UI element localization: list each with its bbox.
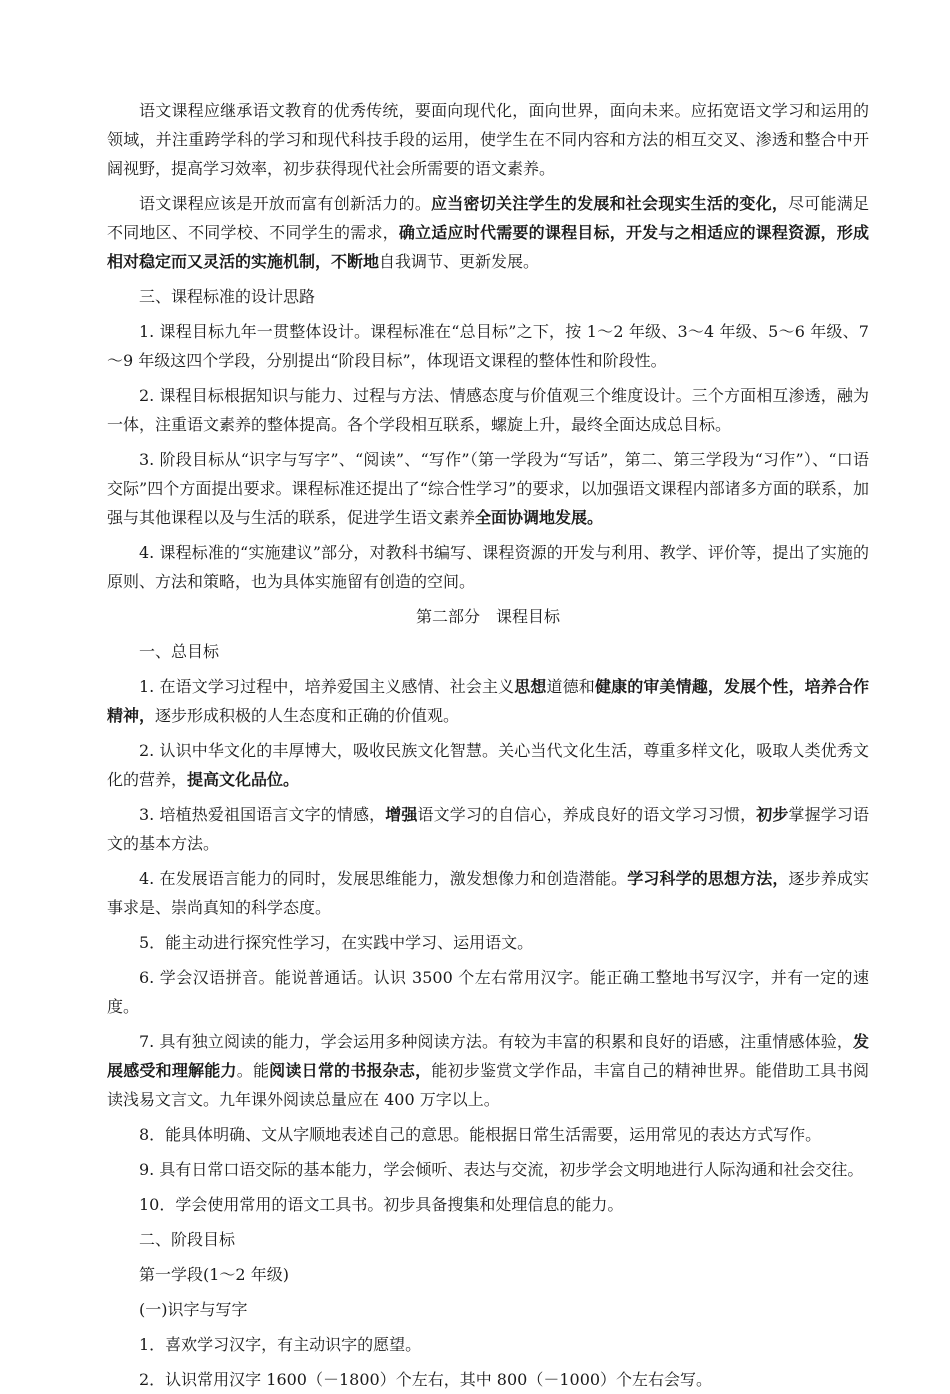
text-run: 语文学习的自信心，养成良好的语文学习习惯， xyxy=(417,805,757,824)
text-run: 逐步形成积极的人生态度和正确的价值观。 xyxy=(155,706,460,725)
paragraph xyxy=(107,1120,869,1149)
bold-text: 初步 xyxy=(756,805,789,824)
bold-text: 健康的审美情趣，发展个性，培养合作精神， xyxy=(107,677,869,725)
bold-text: 应当密切关注学生的发展和社会现实生活的变化， xyxy=(431,194,789,213)
paragraph xyxy=(107,189,869,276)
paragraph xyxy=(107,1190,869,1219)
paragraph xyxy=(107,1295,869,1324)
text-run: 自我调节、更新发展。 xyxy=(379,252,540,271)
text-run: 6. 学会汉语拼音。能说普通话。认识 3500 个左右常用汉字。能正确工整地书写汉字，并有一定的速度。 xyxy=(107,968,869,1016)
text-run: 1．喜欢学习汉字，有主动识字的愿望。 xyxy=(139,1335,422,1354)
paragraph xyxy=(107,1365,869,1394)
paragraph xyxy=(107,1260,869,1289)
part-title: 第二部分 课程目标 xyxy=(415,607,560,626)
text-run: 一、总目标 xyxy=(139,642,220,661)
document-body xyxy=(107,96,869,1394)
intro-section xyxy=(107,96,869,596)
paragraph xyxy=(107,928,869,957)
paragraph xyxy=(107,317,869,375)
paragraph xyxy=(107,1155,869,1184)
text-run: 第一学段(1～2 年级) xyxy=(139,1265,289,1284)
text-run: 能初步鉴赏文学作品，丰富自己的精神世界。能借助工具书阅读浅易文言文。九年课外阅读总量应在 400 万字以上。 xyxy=(107,1061,869,1109)
text-run: 4. 在发展语言能力的同时，发展思维能力，激发想像力和创造潜能。 xyxy=(139,869,628,888)
text-run: 1. 在语文学习过程中，培养爱国主义感情、社会主义 xyxy=(139,677,515,696)
text-run: 8．能具体明确、文从字顺地表述自己的意思。能根据日常生活需要，运用常见的表达方式写作。 xyxy=(139,1125,822,1144)
paragraph xyxy=(107,445,869,532)
text-run: 逐步养成实事求是、崇尚真知的科学态度。 xyxy=(107,869,869,917)
bold-text: 全面协调地发展。 xyxy=(475,508,604,527)
text-run: 掌握学习语文的基本方法。 xyxy=(107,805,869,853)
text-run: 。能 xyxy=(236,1061,270,1080)
paragraph xyxy=(107,637,869,666)
text-run: 尽可能满足不同地区、不同学校、不同学生的需求， xyxy=(107,194,869,242)
text-run: 2. 认识中华文化的丰厚博大，吸收民族文化智慧。关心当代文化生活，尊重多样文化，吸取人类优秀文化的营养， xyxy=(107,741,869,789)
paragraph xyxy=(107,963,869,1021)
text-run: 7. 具有独立阅读的能力，学会运用多种阅读方法。有较为丰富的积累和良好的语感，注重情感体验， xyxy=(139,1032,853,1051)
text-run: 9. 具有日常口语交际的基本能力，学会倾听、表达与交流，初步学会文明地进行人际沟通和社会交往。 xyxy=(139,1160,864,1179)
paragraph xyxy=(107,282,869,311)
bold-text: 阅读日常的书报杂志， xyxy=(269,1061,432,1080)
text-run: 1. 课程目标九年一贯整体设计。课程标准在“总目标”之下，按 1～2 年级、3～4 年级、5～6 年级、7～9 年级这四个学段，分别提出“阶段目标”，体现语文课程的整体性和阶段性。 xyxy=(107,322,869,370)
goals-section xyxy=(107,637,869,1394)
bold-text: 确立适应时代需要的课程目标，开发与之相适应的课程资源，形成相对稳定而又灵活的实施机制，不断地 xyxy=(107,223,869,271)
paragraph xyxy=(107,1330,869,1359)
text-run: 3. 阶段目标从“识字与写字”、“阅读”、“写作”（第一学段为“写话”，第二、第三学段为“习作”）、“口语交际”四个方面提出要求。课程标准还提出了“综合性学习”的要求，以加强语文课程内部诸多方面的联系，加强与其他课程以及与生活的联系，促进学生语文素养 xyxy=(107,450,869,527)
text-run: 语文课程应该是开放而富有创新活力的。 xyxy=(139,194,432,213)
text-run: 4. 课程标准的“实施建议”部分，对教科书编写、课程资源的开发与利用、教学、评价等，提出了实施的原则、方法和策略，也为具体实施留有创造的空间。 xyxy=(107,543,869,591)
text-run: 2. 课程目标根据知识与能力、过程与方法、情感态度与价值观三个维度设计。三个方面相互渗透，融为一体，注重语文素养的整体提高。各个学段相互联系，螺旋上升，最终全面达成总目标。 xyxy=(107,386,869,434)
bold-text: 增强 xyxy=(385,805,418,824)
text-run: 道德和 xyxy=(546,677,595,696)
text-run: 语文课程应继承语文教育的优秀传统，要面向现代化，面向世界，面向未来。应拓宽语文学习和运用的领域，并注重跨学科的学习和现代科技手段的运用，使学生在不同内容和方法的相互交叉、渗透和整合中开阔视野，提高学习效率，初步获得现代社会所需要的语文素养。 xyxy=(107,101,869,178)
paragraph xyxy=(107,1027,869,1114)
paragraph xyxy=(107,864,869,922)
paragraph xyxy=(107,1225,869,1254)
text-run: 2．认识常用汉字 1600（－1800）个左右，其中 800（－1000）个左右会写。 xyxy=(139,1370,713,1389)
text-run: 5．能主动进行探究性学习，在实践中学习、运用语文。 xyxy=(139,933,534,952)
paragraph xyxy=(107,538,869,596)
bold-text: 提高文化品位。 xyxy=(187,770,300,789)
bold-text: 发展感受和理解能力 xyxy=(107,1032,869,1080)
paragraph xyxy=(107,381,869,439)
paragraph xyxy=(107,800,869,858)
paragraph xyxy=(107,736,869,794)
paragraph xyxy=(107,96,869,183)
text-run: 3. 培植热爱祖国语言文字的情感， xyxy=(139,805,386,824)
paragraph xyxy=(107,672,869,730)
text-run: (一)识字与写字 xyxy=(139,1300,248,1319)
text-run: 三、课程标准的设计思路 xyxy=(139,287,316,306)
bold-text: 学习科学的思想方法， xyxy=(627,869,789,888)
text-run: 10．学会使用常用的语文工具书。初步具备搜集和处理信息的能力。 xyxy=(139,1195,624,1214)
text-run: 二、阶段目标 xyxy=(139,1230,236,1249)
bold-text: 思想 xyxy=(514,677,547,696)
